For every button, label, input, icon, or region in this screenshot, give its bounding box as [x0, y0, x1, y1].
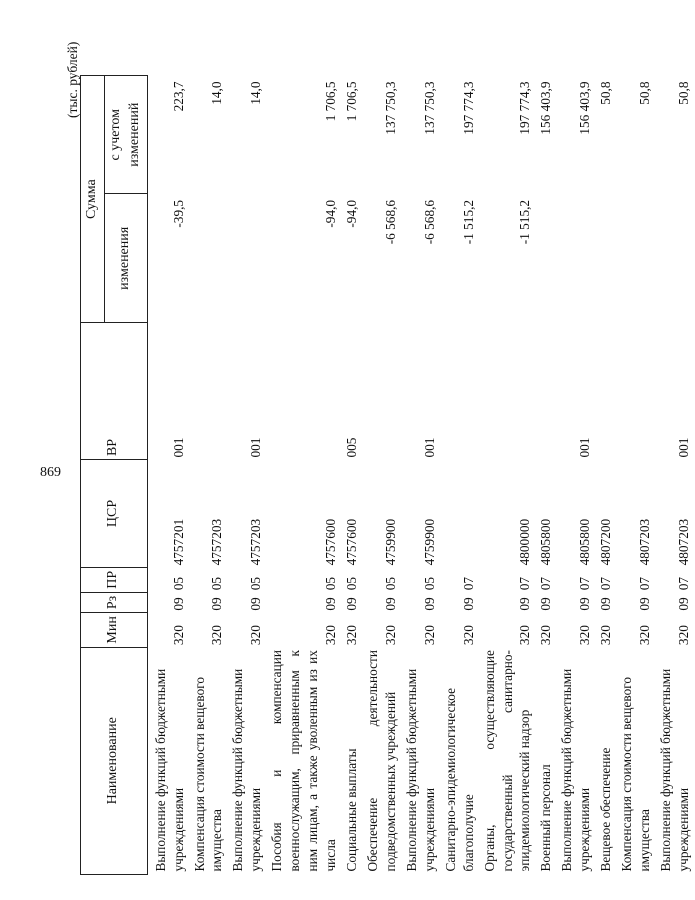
- table-row: [147, 76, 189, 875]
- table-row: [190, 76, 229, 875]
- cell-change: [228, 194, 267, 323]
- header-change: изменения: [104, 194, 147, 323]
- cell-total: 137 750,3: [382, 81, 398, 135]
- cell-vr: [190, 323, 229, 460]
- cell-csr: 4759900: [421, 518, 437, 566]
- cell-csr: 4757203: [209, 518, 225, 566]
- cell-name: Выполнение функций бюджетными учреждениями: [559, 668, 593, 872]
- page-number: 869: [40, 465, 61, 480]
- cell-csr: 4805800: [577, 518, 593, 566]
- cell-csr: 4805800: [538, 518, 554, 566]
- cell-total: 1 706,5: [323, 81, 339, 122]
- cell-csr: 4757201: [170, 518, 186, 566]
- cell-name: Выполнение функций бюджетными учреждениями: [230, 668, 264, 872]
- cell-csr: 4807203: [637, 518, 653, 566]
- cell-vr: 001: [577, 437, 593, 458]
- cell-rz: 09: [577, 597, 593, 611]
- cell-rz: 09: [344, 597, 360, 611]
- cell-min: 320: [323, 625, 339, 646]
- cell-name: Органы, осуществляющие государственный санитарно-эпидемиологический надзор: [481, 650, 533, 872]
- cell-name: Компенсация стоимости вещевого имущества: [191, 677, 225, 872]
- header-pr: ПР: [81, 567, 148, 592]
- cell-name: Выполнение функций бюджетными учреждениями: [152, 668, 186, 872]
- cell-rz: 09: [248, 597, 264, 611]
- cell-change: -6 568,6: [382, 199, 398, 245]
- cell-pr: 05: [323, 577, 339, 591]
- cell-min: 320: [344, 625, 360, 646]
- cell-pr: 07: [675, 577, 691, 591]
- cell-csr: 4759900: [382, 518, 398, 566]
- cell-total: 14,0: [209, 81, 225, 105]
- table-row: [656, 76, 695, 875]
- cell-total: 1 706,5: [344, 81, 360, 122]
- cell-pr: 07: [577, 577, 593, 591]
- table-row: [228, 76, 267, 875]
- table-row: [402, 76, 441, 875]
- cell-name: Пособия и компенсации военнослужащим, приравненным к ним лицам, а также уволенным из их числа: [269, 650, 339, 872]
- cell-pr: 07: [460, 577, 476, 591]
- cell-min: 320: [421, 625, 437, 646]
- table-row: [557, 76, 596, 875]
- cell-min: 320: [538, 625, 554, 646]
- cell-pr: 07: [637, 577, 653, 591]
- cell-change: [536, 194, 557, 323]
- cell-name: Выполнение функций бюджетными учреждениями: [658, 668, 691, 872]
- cell-rz: 09: [421, 597, 437, 611]
- header-summa: Сумма: [81, 76, 105, 323]
- table-row: [617, 76, 656, 875]
- cell-min: 320: [598, 625, 614, 646]
- cell-min: 320: [675, 625, 691, 646]
- cell-change: -94,0: [344, 199, 360, 228]
- cell-pr: 05: [170, 577, 186, 591]
- cell-total: 50,8: [637, 81, 653, 105]
- cell-vr: [617, 323, 656, 460]
- budget-table: [80, 75, 695, 875]
- cell-pr: 05: [344, 577, 360, 591]
- cell-change: [596, 194, 617, 323]
- cell-vr: 001: [421, 437, 437, 458]
- cell-vr: [480, 323, 537, 460]
- cell-vr: 001: [248, 437, 264, 458]
- table-body: [147, 76, 695, 875]
- header-csr: ЦСР: [81, 460, 148, 568]
- table-row: [267, 76, 342, 875]
- cell-vr: [596, 323, 617, 460]
- cell-vr: 001: [170, 437, 186, 458]
- cell-rz: 09: [598, 597, 614, 611]
- cell-rz: 09: [538, 597, 554, 611]
- cell-pr: 05: [382, 577, 398, 591]
- cell-min: 320: [637, 625, 653, 646]
- cell-vr: [267, 323, 342, 460]
- cell-rz: 09: [637, 597, 653, 611]
- cell-name: Санитарно-эпидемиологическое благополучие: [442, 687, 476, 872]
- cell-total: 50,8: [598, 81, 614, 105]
- cell-change: -6 568,6: [421, 199, 437, 245]
- cell-min: 320: [170, 625, 186, 646]
- cell-pr: 07: [517, 577, 533, 591]
- cell-change: [190, 194, 229, 323]
- header-vr: ВР: [81, 323, 148, 460]
- cell-name: Обеспечение деятельности подведомственных учреждений: [364, 650, 398, 872]
- cell-min: 320: [460, 625, 476, 646]
- cell-csr: 4757600: [344, 518, 360, 566]
- cell-min: 320: [517, 625, 533, 646]
- cell-total: 156 403,9: [577, 81, 593, 135]
- cell-csr: 4807200: [598, 518, 614, 566]
- cell-rz: 09: [170, 597, 186, 611]
- cell-total: 156 403,9: [538, 81, 554, 135]
- cell-vr: 001: [675, 437, 691, 458]
- cell-total: 197 774,3: [460, 81, 476, 135]
- cell-total: 50,8: [675, 81, 691, 105]
- table-row: [596, 76, 617, 875]
- cell-vr: 005: [344, 437, 360, 458]
- header-row-top: [81, 76, 105, 875]
- cell-min: 320: [382, 625, 398, 646]
- cell-name: Выполнение функций бюджетными учреждениями: [403, 668, 437, 872]
- cell-rz: 09: [517, 597, 533, 611]
- unit-note: (тыс. рублей): [65, 41, 80, 118]
- cell-csr: 4800000: [517, 518, 533, 566]
- cell-min: 320: [209, 625, 225, 646]
- table-row: [342, 76, 363, 875]
- cell-pr: 07: [538, 577, 554, 591]
- cell-csr: [441, 460, 480, 568]
- cell-min: 320: [248, 625, 264, 646]
- cell-change: -1 515,2: [460, 199, 476, 245]
- cell-name: Военный персонал: [538, 764, 554, 872]
- cell-rz: 09: [460, 597, 476, 611]
- header-rz: Рз: [81, 592, 148, 612]
- table-row: [363, 76, 402, 875]
- cell-total: 14,0: [248, 81, 264, 105]
- cell-pr: 05: [421, 577, 437, 591]
- cell-total: 137 750,3: [421, 81, 437, 135]
- cell-pr: 05: [248, 577, 264, 591]
- cell-total: 197 774,3: [517, 81, 533, 135]
- cell-vr: [536, 323, 557, 460]
- cell-rz: 09: [675, 597, 691, 611]
- cell-pr: 05: [209, 577, 225, 591]
- cell-rz: 09: [323, 597, 339, 611]
- header-name: Наименование: [81, 647, 148, 874]
- cell-pr: 07: [598, 577, 614, 591]
- cell-change: [557, 194, 596, 323]
- cell-csr: 4757203: [248, 518, 264, 566]
- table-row: [480, 76, 537, 875]
- cell-min: 320: [577, 625, 593, 646]
- cell-change: [656, 194, 695, 323]
- cell-csr: 4807203: [675, 518, 691, 566]
- cell-vr: [363, 323, 402, 460]
- cell-change: -94,0: [323, 199, 339, 228]
- cell-change: [617, 194, 656, 323]
- header-total: с учетом изменений: [104, 76, 147, 194]
- cell-total: 223,7: [170, 81, 186, 112]
- table-row: [536, 76, 557, 875]
- table-row: [441, 76, 480, 875]
- cell-vr: [441, 323, 480, 460]
- cell-rz: 09: [209, 597, 225, 611]
- cell-name: Социальные выплаты: [344, 748, 360, 872]
- cell-change: -1 515,2: [517, 199, 533, 245]
- cell-change: -39,5: [170, 199, 186, 228]
- cell-csr: 4757600: [323, 518, 339, 566]
- cell-name: Вещевое обеспечение: [598, 747, 614, 872]
- cell-rz: 09: [382, 597, 398, 611]
- cell-name: Компенсация стоимости вещевого имущества: [619, 677, 653, 872]
- header-min: Мин: [81, 613, 148, 647]
